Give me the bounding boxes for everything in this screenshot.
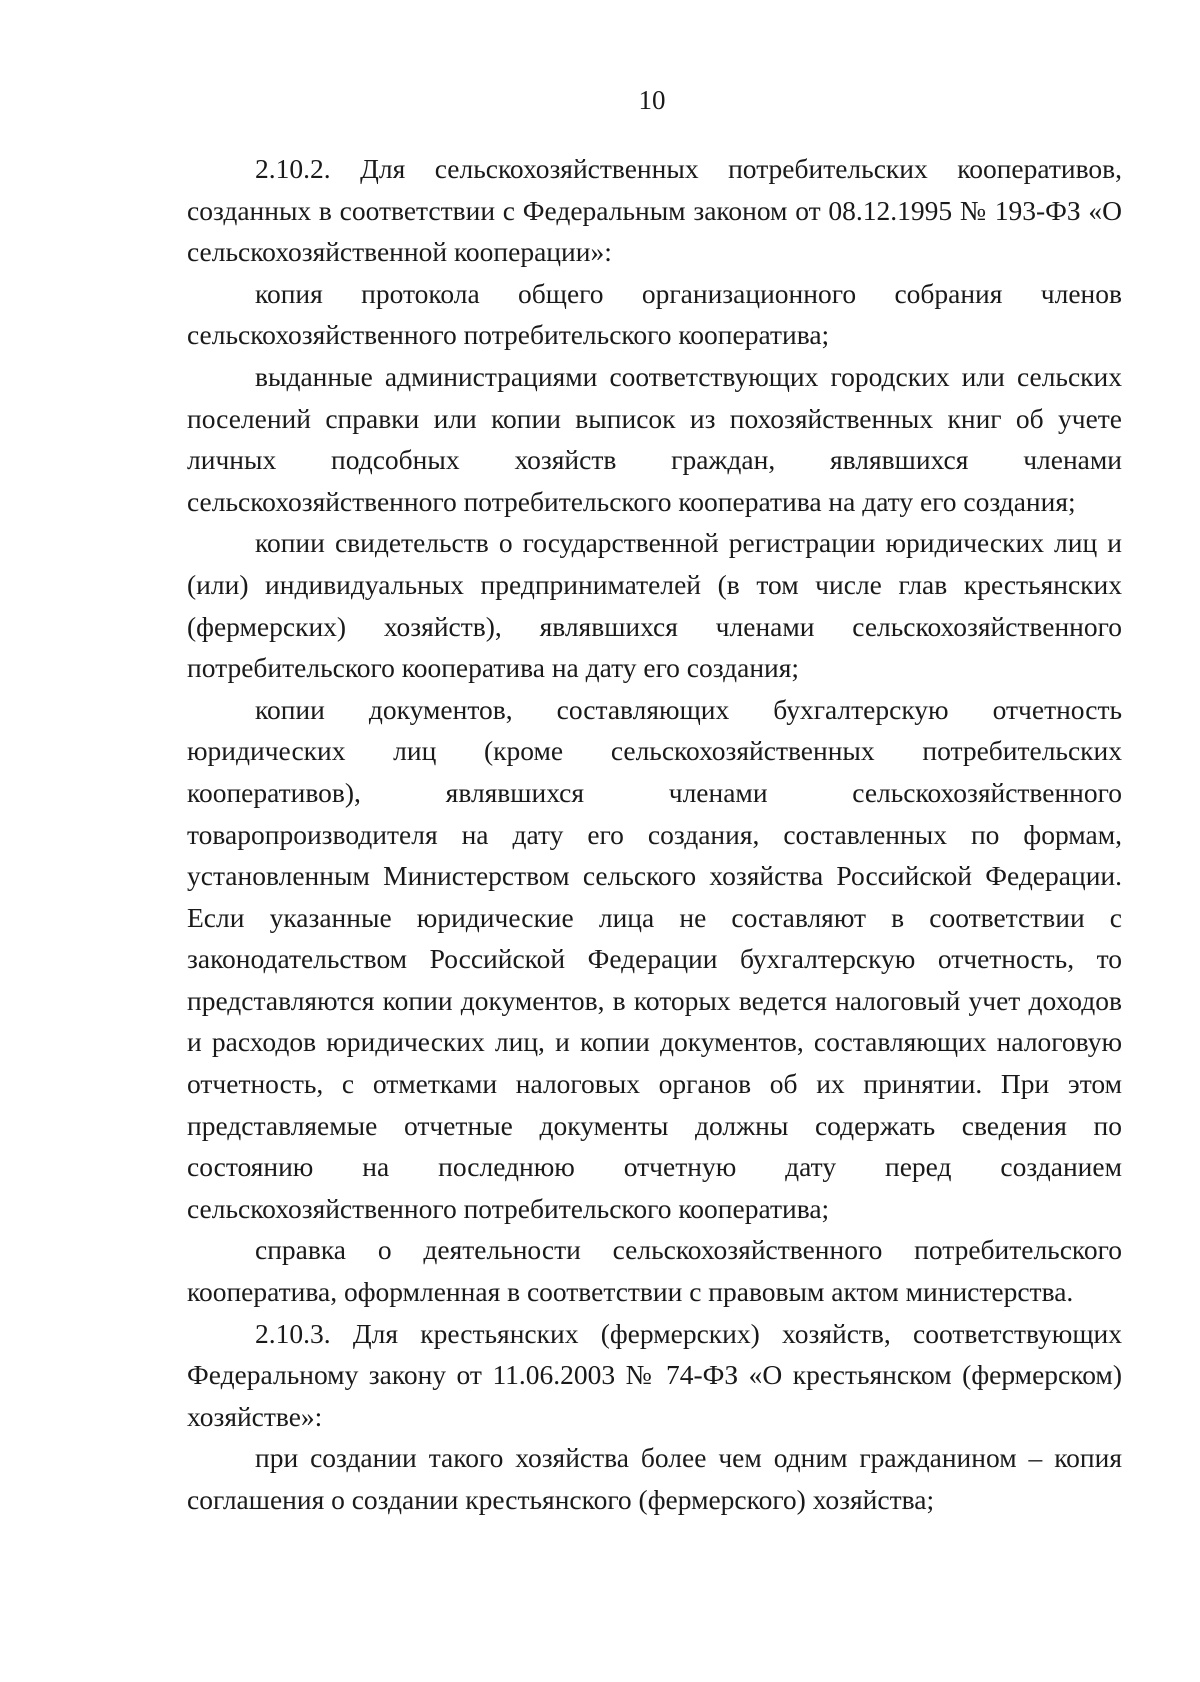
paragraph-protocol-copy: копия протокола общего организационного собрания членов сельскохозяйственного потребительского кооператива;	[187, 277, 1122, 351]
paragraph-registration-certificates: копии свидетельств о государственной регистрации юридических лиц и (или) индивидуальных предпринимателей (в том числе глав крестьянских (фермерских) хозяйств), являвшихся членами сельскохозяйственного потребительского кооператива на дату его создания;	[187, 527, 1122, 684]
section-2-10-3-heading: 2.10.3. Для крестьянских (фермерских) хозяйств, соответствующих Федеральному закону от 11.06.2003 № 74-ФЗ «О крестьянском (фермерском) хозяйстве»:	[187, 1317, 1122, 1432]
paragraph-accounting-documents: копии документов, составляющих бухгалтерскую отчетность юридических лиц (кроме сельскохозяйственных потребительских кооперативов), являвшихся членами сельскохозяйственного товаропроизводителя на дату его создания, составленных по формам, установленным Министерством сельского хозяйства Российской Федерации. Если указанные юридические лица не составляют в соответствии с законодательством Российской Федерации бухгалтерскую отчетность, то представляются копии документов, в которых ведется налоговый учет доходов и расходов юридических лиц, и копии документов, составляющих налоговую отчетность, с отметками налоговых органов об их принятии. При этом представляемые отчетные документы должны содержать сведения по состоянию на последнюю отчетную дату перед созданием сельскохозяйственного потребительского кооператива;	[187, 693, 1122, 1224]
paragraph-certificates-households: выданные администрациями соответствующих городских или сельских поселений справки или копии выписок из похозяйственных книг об учете личных подсобных хозяйств граждан, являвшихся членами сельскохозяйственного потребительского кооператива на дату его создания;	[187, 360, 1122, 517]
page-number: 10	[638, 85, 666, 115]
document-body	[187, 148, 1122, 1521]
section-2-10-2-heading: 2.10.2. Для сельскохозяйственных потребительских кооперативов, созданных в соответствии с Федеральным законом от 08.12.1995 № 193-ФЗ «О сельскохозяйственной кооперации»:	[187, 153, 1122, 268]
paragraph-activity-reference: справка о деятельности сельскохозяйственного потребительского кооператива, оформленная в соответствии с правовым актом министерства.	[187, 1234, 1122, 1308]
paragraph-agreement-copy: при создании такого хозяйства более чем одним гражданином – копия соглашения о создании крестьянского (фермерского) хозяйства;	[187, 1442, 1122, 1515]
